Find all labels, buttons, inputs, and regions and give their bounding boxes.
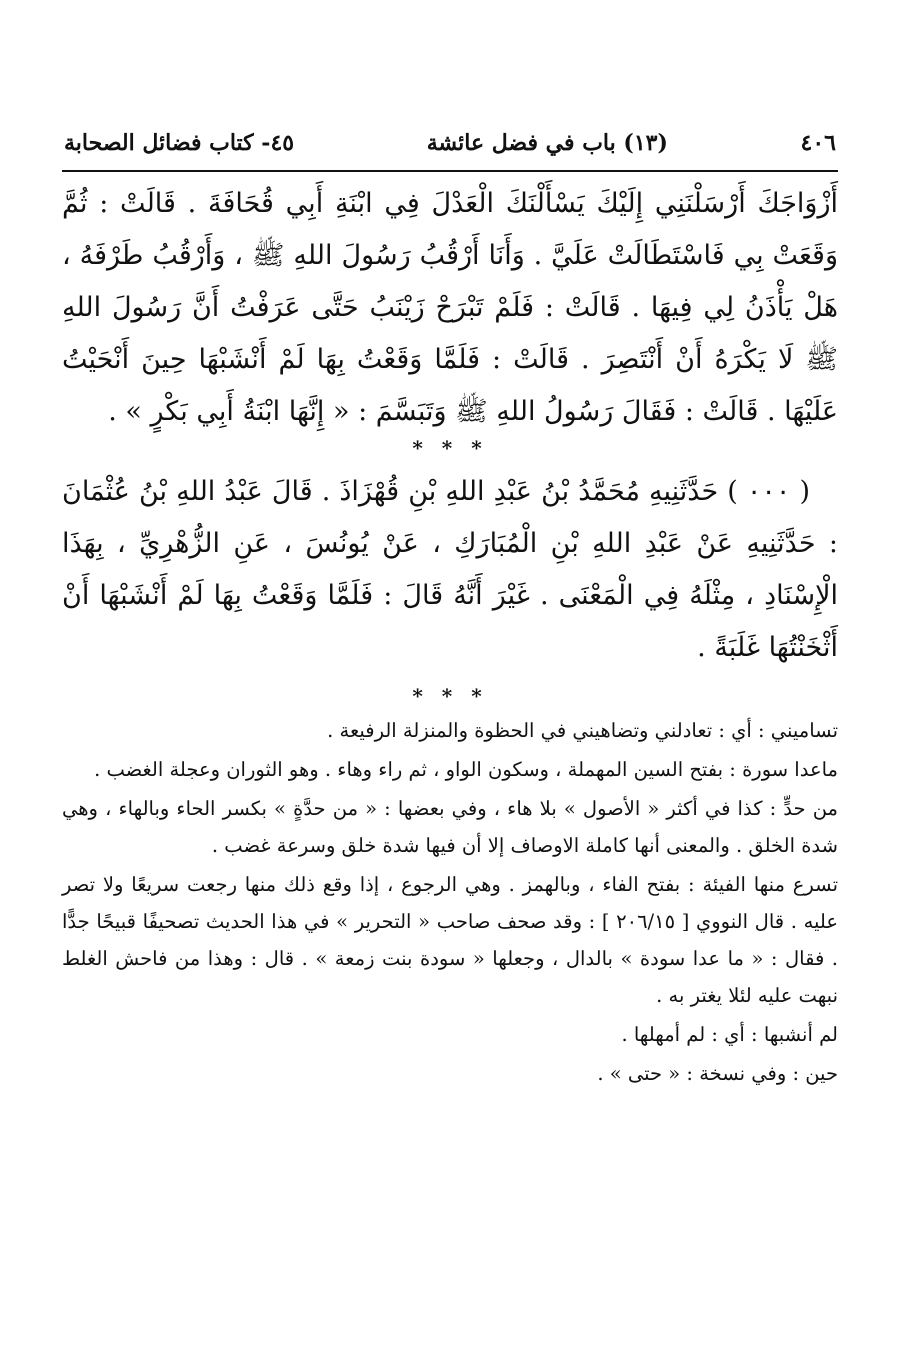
note-item: تساميني : أي : تعادلني وتضاهيني في الحظوة والمنزلة الرفيعة .: [327, 719, 838, 742]
footnotes: [62, 712, 838, 1092]
note-item: ماعدا سورة : بفتح السين المهملة ، وسكون الواو ، ثم راء وهاء . وهو الثوران وعجلة الغضب .: [94, 758, 838, 781]
section-separator: * * *: [412, 436, 488, 460]
note-item: من حدٍّ : كذا في أكثر « الأصول » بلا هاء ، وفي بعضها : « من حدَّةٍ » بكسر الحاء وبالهاء ، وهي شدة الخلق . والمعنى أنها كاملة الاوصاف إلا أن فيها شدة خلق وسرعة غضب .: [62, 797, 838, 857]
hadith-text: [62, 178, 838, 438]
notes-separator: * * *: [412, 684, 488, 708]
hadith-previous: أَزْوَاجَكَ أَرْسَلْنَنِي إِلَيْكَ يَسْأَلْنَكَ الْعَدْلَ فِي ابْنَةِ أَبِي قُحَافَةَ . قَالَتْ : ثُمَّ وَقَعَتْ بِي فَاسْتَطَالَتْ عَلَيَّ . وَأَنَا أَرْقُبُ رَسُولَ اللهِ ﷺ ، وَأَرْقُبُ طَرْفَهُ ، هَلْ يَأْذَنُ لِي فِيهَا . قَالَتْ : فَلَمْ تَبْرَحْ زَيْنَبُ حَتَّى عَرَفْتُ أَنَّ رَسُولَ اللهِ ﷺ لَا يَكْرَهُ أَنْ أَنْتَصِرَ . قَالَتْ : فَلَمَّا وَقَعْتُ بِهَا لَمْ أَنْشَبْهَا حِينَ أَنْحَيْتُ عَلَيْهَا . قَالَتْ : فَقَالَ رَسُولُ اللهِ ﷺ وَتَبَسَّمَ : « إِنَّهَا ابْنَةُ أَبِي بَكْرٍ » .: [62, 188, 838, 427]
note-item: لم أنشبها : أي : لم أمهلها .: [621, 1023, 838, 1046]
note-item: تسرع منها الفيئة : بفتح الفاء ، وبالهمز . وهي الرجوع ، إذا وقع ذلك منها رجعت سريعًا ولا تصر عليه . قال النووي [ ٢٠٦/١٥ ] : وقد صحف صاحب « التحرير » في هذا الحديث تصحيفًا قبيحًا جدًّا . فقال : « ما عدا سودة » بالدال ، وجعلها « سودة بنت زمعة » . قال : وهذا من فاحش الغلط نبهت عليه لئلا يغتر به .: [62, 873, 839, 1007]
book-title: ٤٥- كتاب فضائل الصحابة: [64, 130, 295, 156]
running-header: [62, 130, 838, 172]
hadith-main-text: ( ٠٠٠ ) حَدَّثَنِيهِ مُحَمَّدُ بْنُ عَبْدِ اللهِ بْنِ قُهْزَاذَ . قَالَ عَبْدُ اللهِ بْنُ عُثْمَانَ : حَدَّثَنِيهِ عَنْ عَبْدِ اللهِ بْنِ الْمُبَارَكِ ، عَنْ يُونُسَ ، عَنِ الزُّهْرِيِّ ، بِهَذَا الْإِسْنَادِ ، مِثْلَهُ فِي الْمَعْنَى . غَيْرَ أَنَّهُ قَالَ : فَلَمَّا وَقَعْتُ بِهَا لَمْ أَنْشَبْهَا أَنْ أَثْخَنْتُهَا غَلَبَةً .: [62, 476, 838, 663]
hadith-main: [62, 466, 838, 674]
page-number: ٤٠٦: [800, 130, 836, 156]
note-item: حين : وفي نسخة : « حتى » .: [597, 1062, 838, 1085]
page: [62, 130, 838, 1094]
chapter-title: (١٣) باب في فضل عائشة: [426, 130, 668, 156]
